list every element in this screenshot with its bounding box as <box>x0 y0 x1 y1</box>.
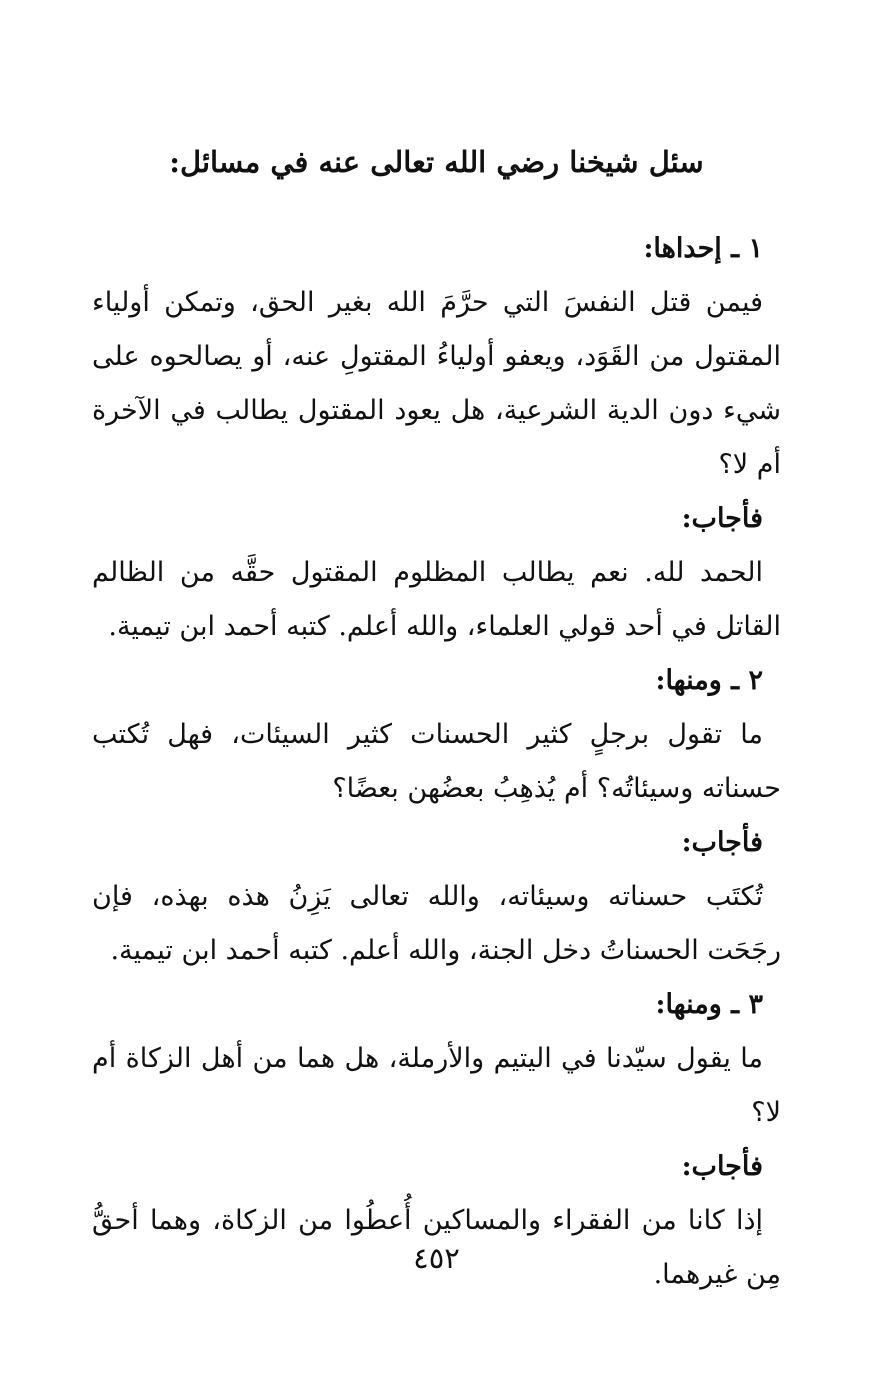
issue-2 <box>92 654 781 978</box>
issue-1-answer-label: فأجاب: <box>681 503 763 534</box>
issue-1-answer: الحمد لله. نعم يطالب المظلوم المقتول حقَّه من الظالم القاتل في أحد قولي العلماء، والله أعلم. كتبه أحمد ابن تيمية. <box>92 557 781 642</box>
issue-1-heading: ١ ـ إحداها: <box>643 233 763 264</box>
issue-3-heading: ٣ ـ ومنها: <box>655 989 763 1020</box>
issue-2-answer-label: فأجاب: <box>681 827 763 858</box>
issue-1-question: فيمن قتل النفسَ التي حرَّمَ الله بغير الحق، وتمكن أولياء المقتول من القَوَد، ويعفو أولياءُ المقتولِ عنه، أو يصالحوه على شيء دون الدية الشرعية، هل يعود المقتول يطالب في الآخرة أم لا؟ <box>92 287 781 480</box>
issue-2-answer: تُكتَب حسناته وسيئاته، والله تعالى يَزِنُ هذه بهذه، فإن رجَحَت الحسناتُ دخل الجنة، والله أعلم. كتبه أحمد ابن تيمية. <box>92 881 781 966</box>
issue-3-answer-label: فأجاب: <box>681 1151 763 1182</box>
page-body <box>92 222 781 1302</box>
issue-1 <box>92 222 781 654</box>
issue-2-question: ما تقول برجلٍ كثير الحسنات كثير السيئات، فهل تُكتب حسناته وسيئاتُه؟ أم يُذهِبُ بعضُهن بعضًا؟ <box>92 719 781 804</box>
page-number: ٤٥٢ <box>413 1241 460 1275</box>
page-title: سئل شيخنا رضي الله تعالى عنه في مسائل: <box>169 145 704 179</box>
issue-2-heading: ٢ ـ ومنها: <box>655 665 763 696</box>
issue-3-answer: إذا كانا من الفقراء والمساكين أُعطُوا من الزكاة، وهما أحقُّ مِن غيرهما. <box>92 1205 781 1290</box>
issue-3-question: ما يقول سيّدنا في اليتيم والأرملة، هل هما من أهل الزكاة أم لا؟ <box>92 1043 781 1128</box>
